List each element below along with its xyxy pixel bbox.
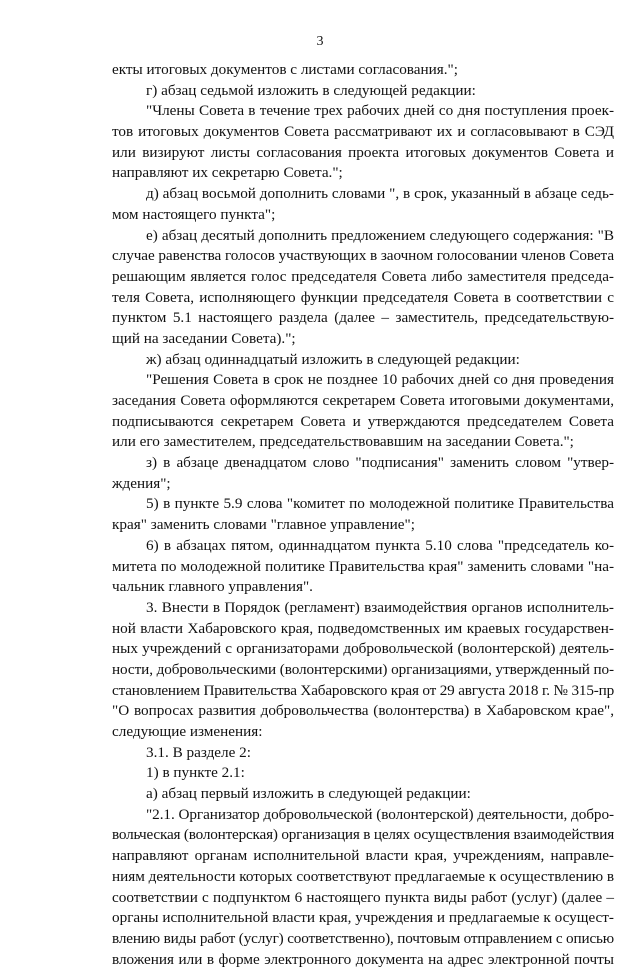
text-line: следующие изменения: [112,723,263,740]
text-line: направляют их секретарю Совета."; [112,164,343,182]
text-line: пунктом 5.1 настоящего раздела (далее – заместитель, председательствую- [112,309,614,327]
text-line: "Решения Совета в срок не позднее 10 рабочих дней со дня проведения [146,371,614,389]
text-line: 5) в пункте 5.9 слова "комитет по молодежной политике Правительства [146,495,614,513]
text-line: влению виды работ (услуг) соответственно), почтовым отправлением с описью [112,929,614,947]
text-line: случае равенства голосов участвующих в заочном голосовании членов Совета [112,247,615,265]
text-line: 3. Внести в Порядок (регламент) взаимодействия органов исполнитель- [146,598,614,616]
text-line: д) абзац восьмой дополнить словами ", в срок, указанный в абзаце седь- [146,185,614,203]
text-line: теля Совета, исполняющего функции председателя Совета в соответствии с [112,288,614,306]
text-line: или визируют листы согласования проекта итоговых документов Совета и [112,143,614,161]
text-line: направляют органам исполнительной власти края, учреждениям, направле- [112,847,614,865]
text-line: тов итоговых документов Совета рассматривают их и согласовывают в СЭД [112,123,614,141]
text-line: чальник главного управления". [112,578,313,596]
text-line: е) абзац десятый дополнить предложением следующего содержания: "В [146,226,614,244]
text-line: становлением Правительства Хабаровского края от 29 августа 2018 г. № 315-пр [112,681,614,699]
text-line: "Члены Совета в течение трех рабочих дней со дня поступления проек- [146,102,614,120]
text-line: митета по молодежной политике Правительства края" заменить словами "на- [112,557,614,575]
text-line: г) абзац седьмой изложить в следующей редакции: [146,81,476,99]
text-line: подписываются секретарем Совета и утверждаются председателем Совета [112,412,614,430]
text-line: 6) в абзацах пятом, одиннадцатом пункта 5.10 слова "председатель ко- [146,536,614,554]
text-line: края" заменить словами "главное управление"; [112,516,415,534]
body-text [112,60,614,970]
text-line: органы исполнительной власти края, учреждения и предлагаемые к осущест- [112,909,614,927]
text-line: решающим является голос председателя Совета либо заместителя председа- [112,267,614,285]
text-line: 1) в пункте 2.1: [146,764,245,782]
text-line: з) в абзаце двенадцатом слово "подписания" заменить словом "утвер- [146,454,614,472]
text-line: мом настоящего пункта"; [112,205,276,223]
text-line: вольческая (волонтерская) организация в целях осуществления взаимодействия [112,826,614,844]
text-line: ждения"; [112,474,171,492]
text-line: а) абзац первый изложить в следующей редакции: [146,785,471,803]
text-line: "О вопросах развития добровольчества (волонтерства) в Хабаровском крае", [112,702,614,720]
page-number: 3 [316,34,324,49]
text-line: или его заместителем, председательствовавшим на заседании Совета."; [112,433,574,451]
text-line: щий на заседании Совета)."; [112,329,296,347]
text-line: 3.1. В разделе 2: [146,743,251,761]
text-line: ниям деятельности которых соответствуют предлагаемые к осуществлению в [112,867,614,885]
text-line: ных учреждений с организаторами добровольческой (волонтерской) деятель- [112,640,614,658]
text-line: ной власти Хабаровского края, подведомственных им краевых государствен- [112,619,614,637]
text-line: заседания Совета оформляются секретарем Совета итоговыми документами, [112,392,614,409]
text-line: соответствии с подпунктом 6 настоящего пункта виды работ (услуг) (далее – [112,888,614,906]
text-line: екты итоговых документов с листами согласования."; [112,61,458,78]
text-line: "2.1. Организатор добровольческой (волонтерской) деятельности, добро- [146,805,614,823]
text-line: ж) абзац одиннадцатый изложить в следующей редакции: [146,350,520,368]
text-line: вложения или в форме электронного документа на адрес электронной почты [112,950,614,968]
text-line: ности, добровольческими (волонтерскими) организациями, утвержденный по- [112,660,614,678]
